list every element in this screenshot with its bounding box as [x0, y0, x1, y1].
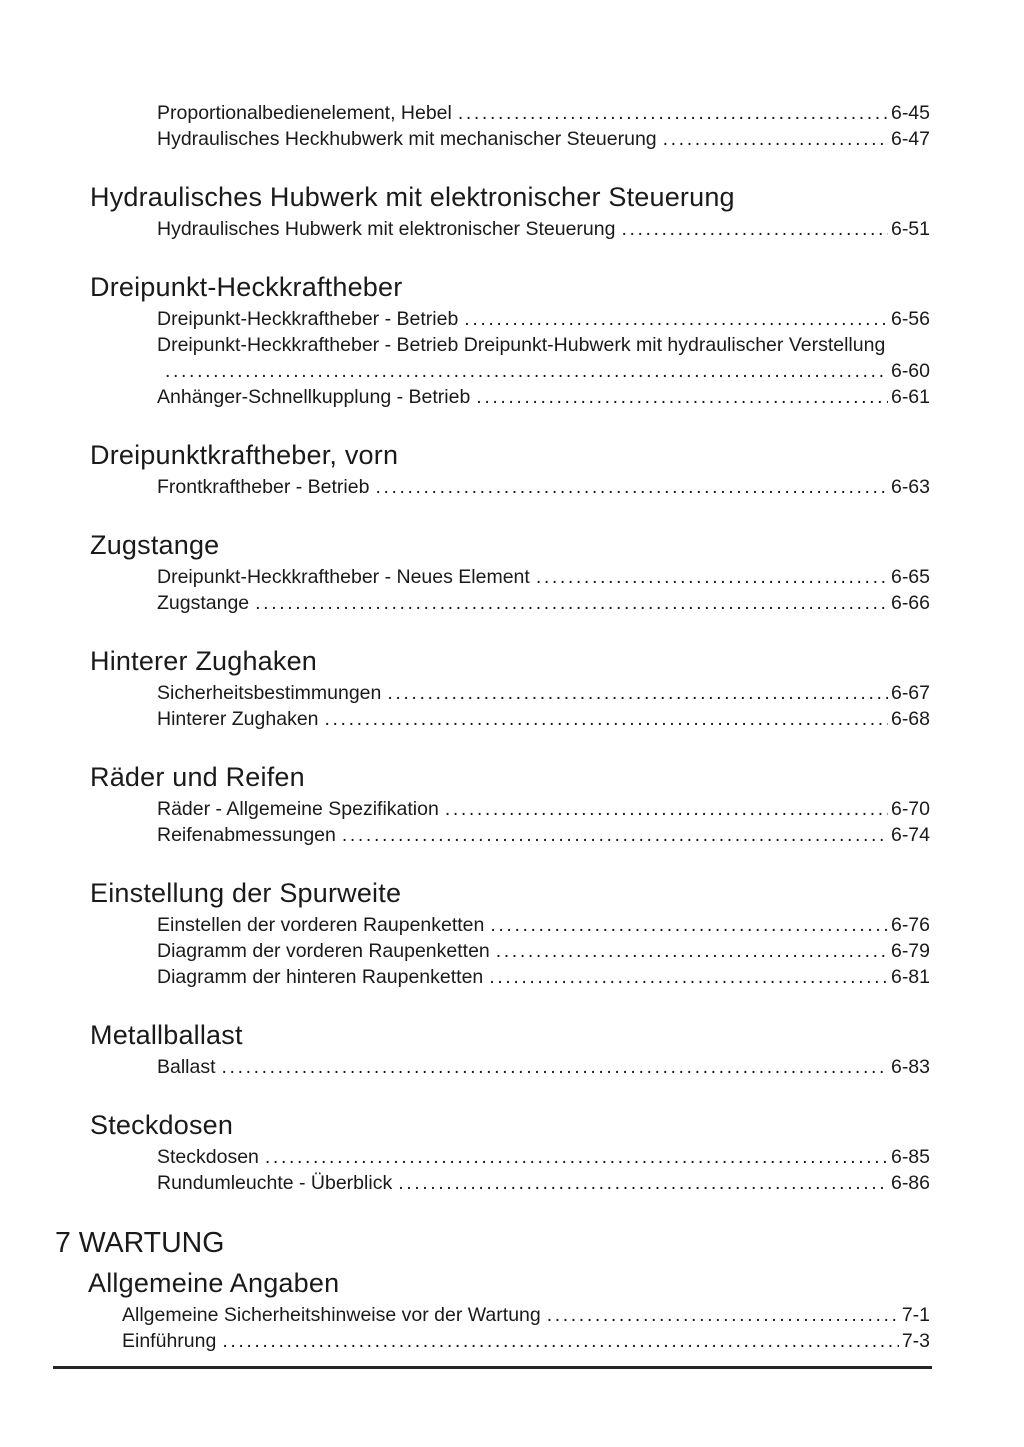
toc-entry-title: Steckdosen [157, 1146, 259, 1168]
section-heading: Zugstange [90, 530, 220, 560]
toc-entry-title: Zugstange [157, 592, 250, 614]
section-heading: Dreipunkt-Heckkraftheber [90, 272, 403, 302]
dot-leader [490, 912, 888, 938]
toc-entry[interactable] [157, 126, 930, 152]
toc-entry-title: Reifenabmessungen [157, 824, 336, 846]
toc-entry[interactable] [157, 964, 930, 990]
toc-entry-page: 6-70 [890, 798, 930, 820]
toc-section [0, 1266, 1024, 1354]
toc-entry[interactable] [157, 1170, 930, 1196]
toc-entry-page: 6-65 [890, 566, 930, 588]
toc-entry[interactable] [157, 100, 930, 126]
toc-section [0, 100, 1024, 152]
dot-leader [464, 306, 888, 332]
toc-entry-title: Rundumleuchte - Überblick [157, 1172, 393, 1194]
dot-leader [165, 358, 888, 384]
toc-entry-page: 7-1 [901, 1304, 930, 1326]
toc-entry-page: 6-60 [890, 360, 930, 382]
section-heading: Hydraulisches Hubwerk mit elektronischer Steuerung [90, 182, 735, 212]
toc-entry-page: 6-45 [890, 102, 930, 124]
toc-entry-title: Diagramm der vorderen Raupenketten [157, 940, 490, 962]
toc-entry[interactable] [157, 938, 930, 964]
toc-entry-page: 6-83 [890, 1056, 930, 1078]
dot-leader [222, 1054, 888, 1080]
dot-leader [342, 822, 888, 848]
dot-leader [496, 938, 888, 964]
toc-entry-title: Einführung [122, 1330, 217, 1352]
toc-entry-title: Dreipunkt-Heckkraftheber - Neues Element [157, 566, 530, 588]
toc-entry-title: Ballast [157, 1056, 216, 1078]
toc-entry-title: Sicherheitsbestimmungen [157, 682, 382, 704]
toc-entry-title: Hydraulisches Heckhubwerk mit mechanischer Steuerung [157, 128, 657, 150]
section-heading: Räder und Reifen [90, 762, 305, 792]
chapter-heading: 7 WARTUNG [55, 1227, 225, 1259]
toc-entry-page: 6-76 [890, 914, 930, 936]
toc-section [0, 644, 1024, 732]
section-heading: Allgemeine Angaben [88, 1268, 340, 1298]
toc-entry-page: 6-68 [890, 708, 930, 730]
toc-entry-page: 6-51 [890, 218, 930, 240]
toc-section [0, 1108, 1024, 1196]
toc-entry[interactable] [122, 1328, 930, 1354]
toc-entry[interactable] [157, 680, 930, 706]
dot-leader [536, 564, 888, 590]
dot-leader [325, 706, 888, 732]
toc-entry[interactable] [157, 1054, 930, 1080]
toc-section [0, 438, 1024, 500]
toc-entry-page: 7-3 [901, 1330, 930, 1352]
toc-entry-title: Dreipunkt-Heckkraftheber - Betrieb [157, 308, 459, 330]
dot-leader [398, 1170, 888, 1196]
toc-entry-title: Räder - Allgemeine Spezifikation [157, 798, 439, 820]
dot-leader [476, 384, 888, 410]
section-heading: Steckdosen [90, 1110, 234, 1140]
toc-entry-title: Dreipunkt-Heckkraftheber - Betrieb Dreipunkt-Hubwerk mit hydraulischer Verstellung [157, 334, 886, 356]
dot-leader [458, 100, 888, 126]
toc-entry-page: 6-61 [890, 386, 930, 408]
toc-entry-page: 6-63 [890, 476, 930, 498]
dot-leader [489, 964, 888, 990]
toc-entry-page: 6-79 [890, 940, 930, 962]
dot-leader [547, 1302, 899, 1328]
dot-leader [621, 216, 888, 242]
toc-entry-page: 6-85 [890, 1146, 930, 1168]
toc-entry-page: 6-86 [890, 1172, 930, 1194]
toc-entry[interactable] [157, 796, 930, 822]
toc-entry-title: Hydraulisches Hubwerk mit elektronischer Steuerung [157, 218, 616, 240]
dot-leader [445, 796, 888, 822]
toc-entry[interactable] [157, 822, 930, 848]
footer-rule [53, 1366, 932, 1369]
toc-entry-page: 6-47 [890, 128, 930, 150]
toc-entry-title: Anhänger-Schnellkupplung - Betrieb [157, 386, 471, 408]
toc-entry-title: Allgemeine Sicherheitshinweise vor der Wartung [122, 1304, 541, 1326]
toc-entry-page: 6-81 [890, 966, 930, 988]
toc-entry[interactable] [157, 564, 930, 590]
toc-section [0, 528, 1024, 616]
toc-entry[interactable] [157, 1144, 930, 1170]
toc-section [0, 270, 1024, 410]
toc-entry[interactable] [157, 216, 930, 242]
toc-entry-title: Hinterer Zughaken [157, 708, 319, 730]
dot-leader [387, 680, 888, 706]
toc-entry-leader-line [157, 358, 930, 384]
dot-leader [375, 474, 888, 500]
toc-entry[interactable] [157, 706, 930, 732]
section-heading: Metallballast [90, 1020, 243, 1050]
toc-entry-page: 6-66 [890, 592, 930, 614]
dot-leader [265, 1144, 888, 1170]
toc-chapter [0, 1224, 1024, 1354]
toc-entry-title: Proportionalbedienelement, Hebel [157, 102, 452, 124]
toc-entry-page: 6-56 [890, 308, 930, 330]
dot-leader [255, 590, 888, 616]
toc-entry-page: 6-67 [890, 682, 930, 704]
toc-entry[interactable] [157, 912, 930, 938]
section-heading: Einstellung der Spurweite [90, 878, 402, 908]
toc-entry[interactable] [122, 1302, 930, 1328]
toc-entry[interactable] [157, 384, 930, 410]
toc-entry-title: Einstellen der vorderen Raupenketten [157, 914, 485, 936]
toc-entry-title: Frontkraftheber - Betrieb [157, 476, 370, 498]
toc-section [0, 180, 1024, 242]
section-heading: Hinterer Zughaken [90, 646, 318, 676]
toc-entry-title: Diagramm der hinteren Raupenketten [157, 966, 484, 988]
toc-section [0, 760, 1024, 848]
toc-entry[interactable] [157, 306, 930, 332]
dot-leader [222, 1328, 898, 1354]
section-heading: Dreipunktkraftheber, vorn [90, 440, 399, 470]
toc-entry[interactable] [157, 590, 930, 616]
toc-section [0, 876, 1024, 990]
toc-entry-page: 6-74 [890, 824, 930, 846]
toc-section [0, 1018, 1024, 1080]
toc-entry[interactable] [157, 474, 930, 500]
dot-leader [663, 126, 888, 152]
toc-entry[interactable] [157, 332, 930, 384]
